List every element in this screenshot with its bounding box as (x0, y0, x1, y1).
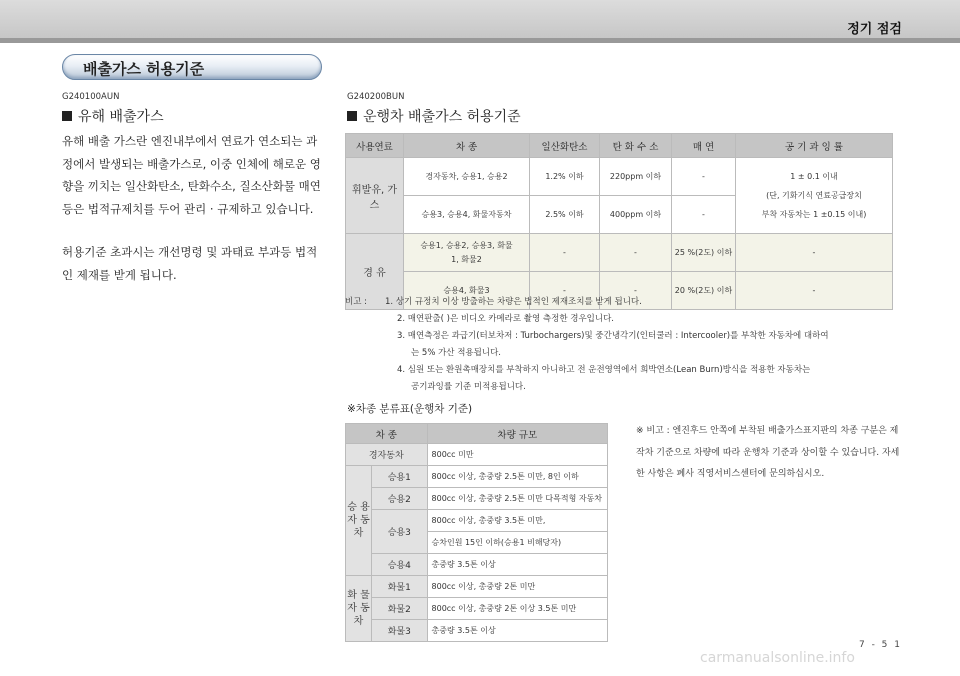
left-code: G240100AUN (62, 92, 120, 102)
table-cell: 220ppm 이하 (600, 158, 672, 196)
emission-standards-table (345, 133, 893, 310)
table-cell: 승용1, 승용2, 승용3, 화물1, 화물2 (404, 234, 530, 272)
section-title-badge (62, 54, 322, 80)
class-desc: 800cc 이상, 총중량 2.5톤 미만 다목적형 자동차 (427, 488, 607, 510)
page-number: 7 - 5 1 (858, 640, 902, 650)
right-heading: 운행차 배출가스 허용기준 (347, 106, 521, 126)
note-item: 는 5% 가산 적용됩니다. (411, 348, 501, 358)
table-cell: - (600, 234, 672, 272)
notes-label: 비고 : (345, 297, 367, 307)
vehicle-class-table (345, 423, 608, 642)
class-table-title: ※차종 분류표(운행차 기준) (347, 403, 473, 415)
side-note: ※ 비고 : 엔진후드 안쪽에 부착된 배출가스표지판의 차종 구분은 제작차 기준으로 차량에 따라 운행차 기준과 상이할 수 있습니다. 자세한 사항은 폐사 직영서비스센터에 문의하십시오. (636, 426, 900, 479)
class-name: 화물2 (372, 598, 428, 620)
note-item: 4. 심원 또는 환원촉매장치를 부착하지 아니하고 전 운전영역에서 희박연소(Lean Burn)방식을 적용한 자동차는 (397, 365, 811, 375)
class-name: 승용4 (372, 554, 428, 576)
class-desc: 800cc 이상, 총중량 2.5톤 미만, 8인 이하 (427, 466, 607, 488)
table-cell: 2.5% 이하 (530, 196, 600, 234)
class-name: 승용3 (372, 510, 428, 554)
table-cell: 400ppm 이하 (600, 196, 672, 234)
left-paragraph-2: 허용기준 초과시는 개선명령 및 과태료 부과등 법적인 제재를 받게 됩니다. (62, 245, 318, 282)
class-name: 승용2 (372, 488, 428, 510)
header-bar (0, 0, 960, 43)
note-item: 1. 상기 규정치 이상 방출하는 차량은 법적인 제재조치를 받게 됩니다. (385, 297, 642, 307)
square-bullet-icon (62, 111, 72, 121)
col-co: 일산화탄소 (530, 134, 600, 158)
right-code: G240200BUN (347, 92, 405, 102)
table-cell: - (736, 234, 893, 272)
square-bullet-icon (347, 111, 357, 121)
table-cell: - (672, 196, 736, 234)
col-vehicle-type: 차 종 (404, 134, 530, 158)
fuel-gasoline: 휘발유, 가 스 (346, 158, 404, 234)
class-desc: 800cc 이상, 총중량 2톤 이상 3.5톤 미만 (427, 598, 607, 620)
class-name: 승용1 (372, 466, 428, 488)
table-cell: 승용3, 승용4, 화물자동차 (404, 196, 530, 234)
section-title: 배출가스 허용기준 (83, 60, 205, 78)
table-cell: 25 %(2도) 이하 (672, 234, 736, 272)
class-desc: 총중량 3.5톤 이상 (427, 620, 607, 642)
fuel-diesel: 경 유 (346, 234, 404, 310)
table-cell: 경자동차, 승용1, 승용2 (404, 158, 530, 196)
class-desc: 800cc 미만 (427, 444, 607, 466)
col-size: 차량 규모 (427, 424, 607, 444)
class-desc: 800cc 이상, 총중량 3.5톤 미만, (427, 510, 607, 532)
header-title: 정기 점검 (847, 22, 902, 37)
col-smoke: 매 연 (672, 134, 736, 158)
col-fuel: 사용연료 (346, 134, 404, 158)
class-name: 화물3 (372, 620, 428, 642)
table-cell: - (530, 272, 600, 310)
table-cell: - (530, 234, 600, 272)
excess-air-gasoline: 1 ± 0.1 이내 (단, 기화기식 연료공급장치 부착 자동차는 1 ±0.15 이내) (736, 158, 893, 234)
col-class: 차 종 (346, 424, 428, 444)
note-item: 2. 매연판출( )은 비디오 카메라로 촬영 측정한 경우입니다. (397, 314, 615, 324)
left-paragraph-1: 유해 배출 가스란 엔진내부에서 연료가 연소되는 과정에서 발생되는 배출가스로, 이중 인체에 해로운 영향을 끼치는 일산화탄소, 탄화수소, 질소산화물 매연 등은 법적규제치를 두어 관리 · 규제하고 있습니다. (62, 134, 321, 216)
note-item: 3. 매연측정은 과급기(터보차저 : Turbochargers)및 중간냉각기(인터쿨러 : Intercooler)를 부착한 자동차에 대하여 (397, 331, 829, 341)
group-truck: 화 물 자 동 차 (346, 576, 372, 642)
class-light: 경자동차 (346, 444, 428, 466)
table-cell: 20 %(2도) 이하 (672, 272, 736, 310)
left-heading: 유해 배출가스 (62, 106, 164, 126)
group-passenger: 승 용 자 동 차 (346, 466, 372, 576)
col-hc: 탄 화 수 소 (600, 134, 672, 158)
class-name: 화물1 (372, 576, 428, 598)
class-desc: 800cc 이상, 총중량 2톤 미만 (427, 576, 607, 598)
watermark: carmanualsonline.info (700, 650, 855, 666)
class-desc: 총중량 3.5톤 이상 (427, 554, 607, 576)
class-desc: 승차인원 15인 이하(승용1 비해당자) (427, 532, 607, 554)
notes (345, 294, 905, 396)
table-cell: - (736, 272, 893, 310)
table-cell: - (672, 158, 736, 196)
table-cell: 승용4, 화물3 (404, 272, 530, 310)
col-excess-air: 공 기 과 잉 률 (736, 134, 893, 158)
note-item: 공기과잉률 기준 미적용됩니다. (411, 382, 526, 392)
table-cell: 1.2% 이하 (530, 158, 600, 196)
table-cell: - (600, 272, 672, 310)
